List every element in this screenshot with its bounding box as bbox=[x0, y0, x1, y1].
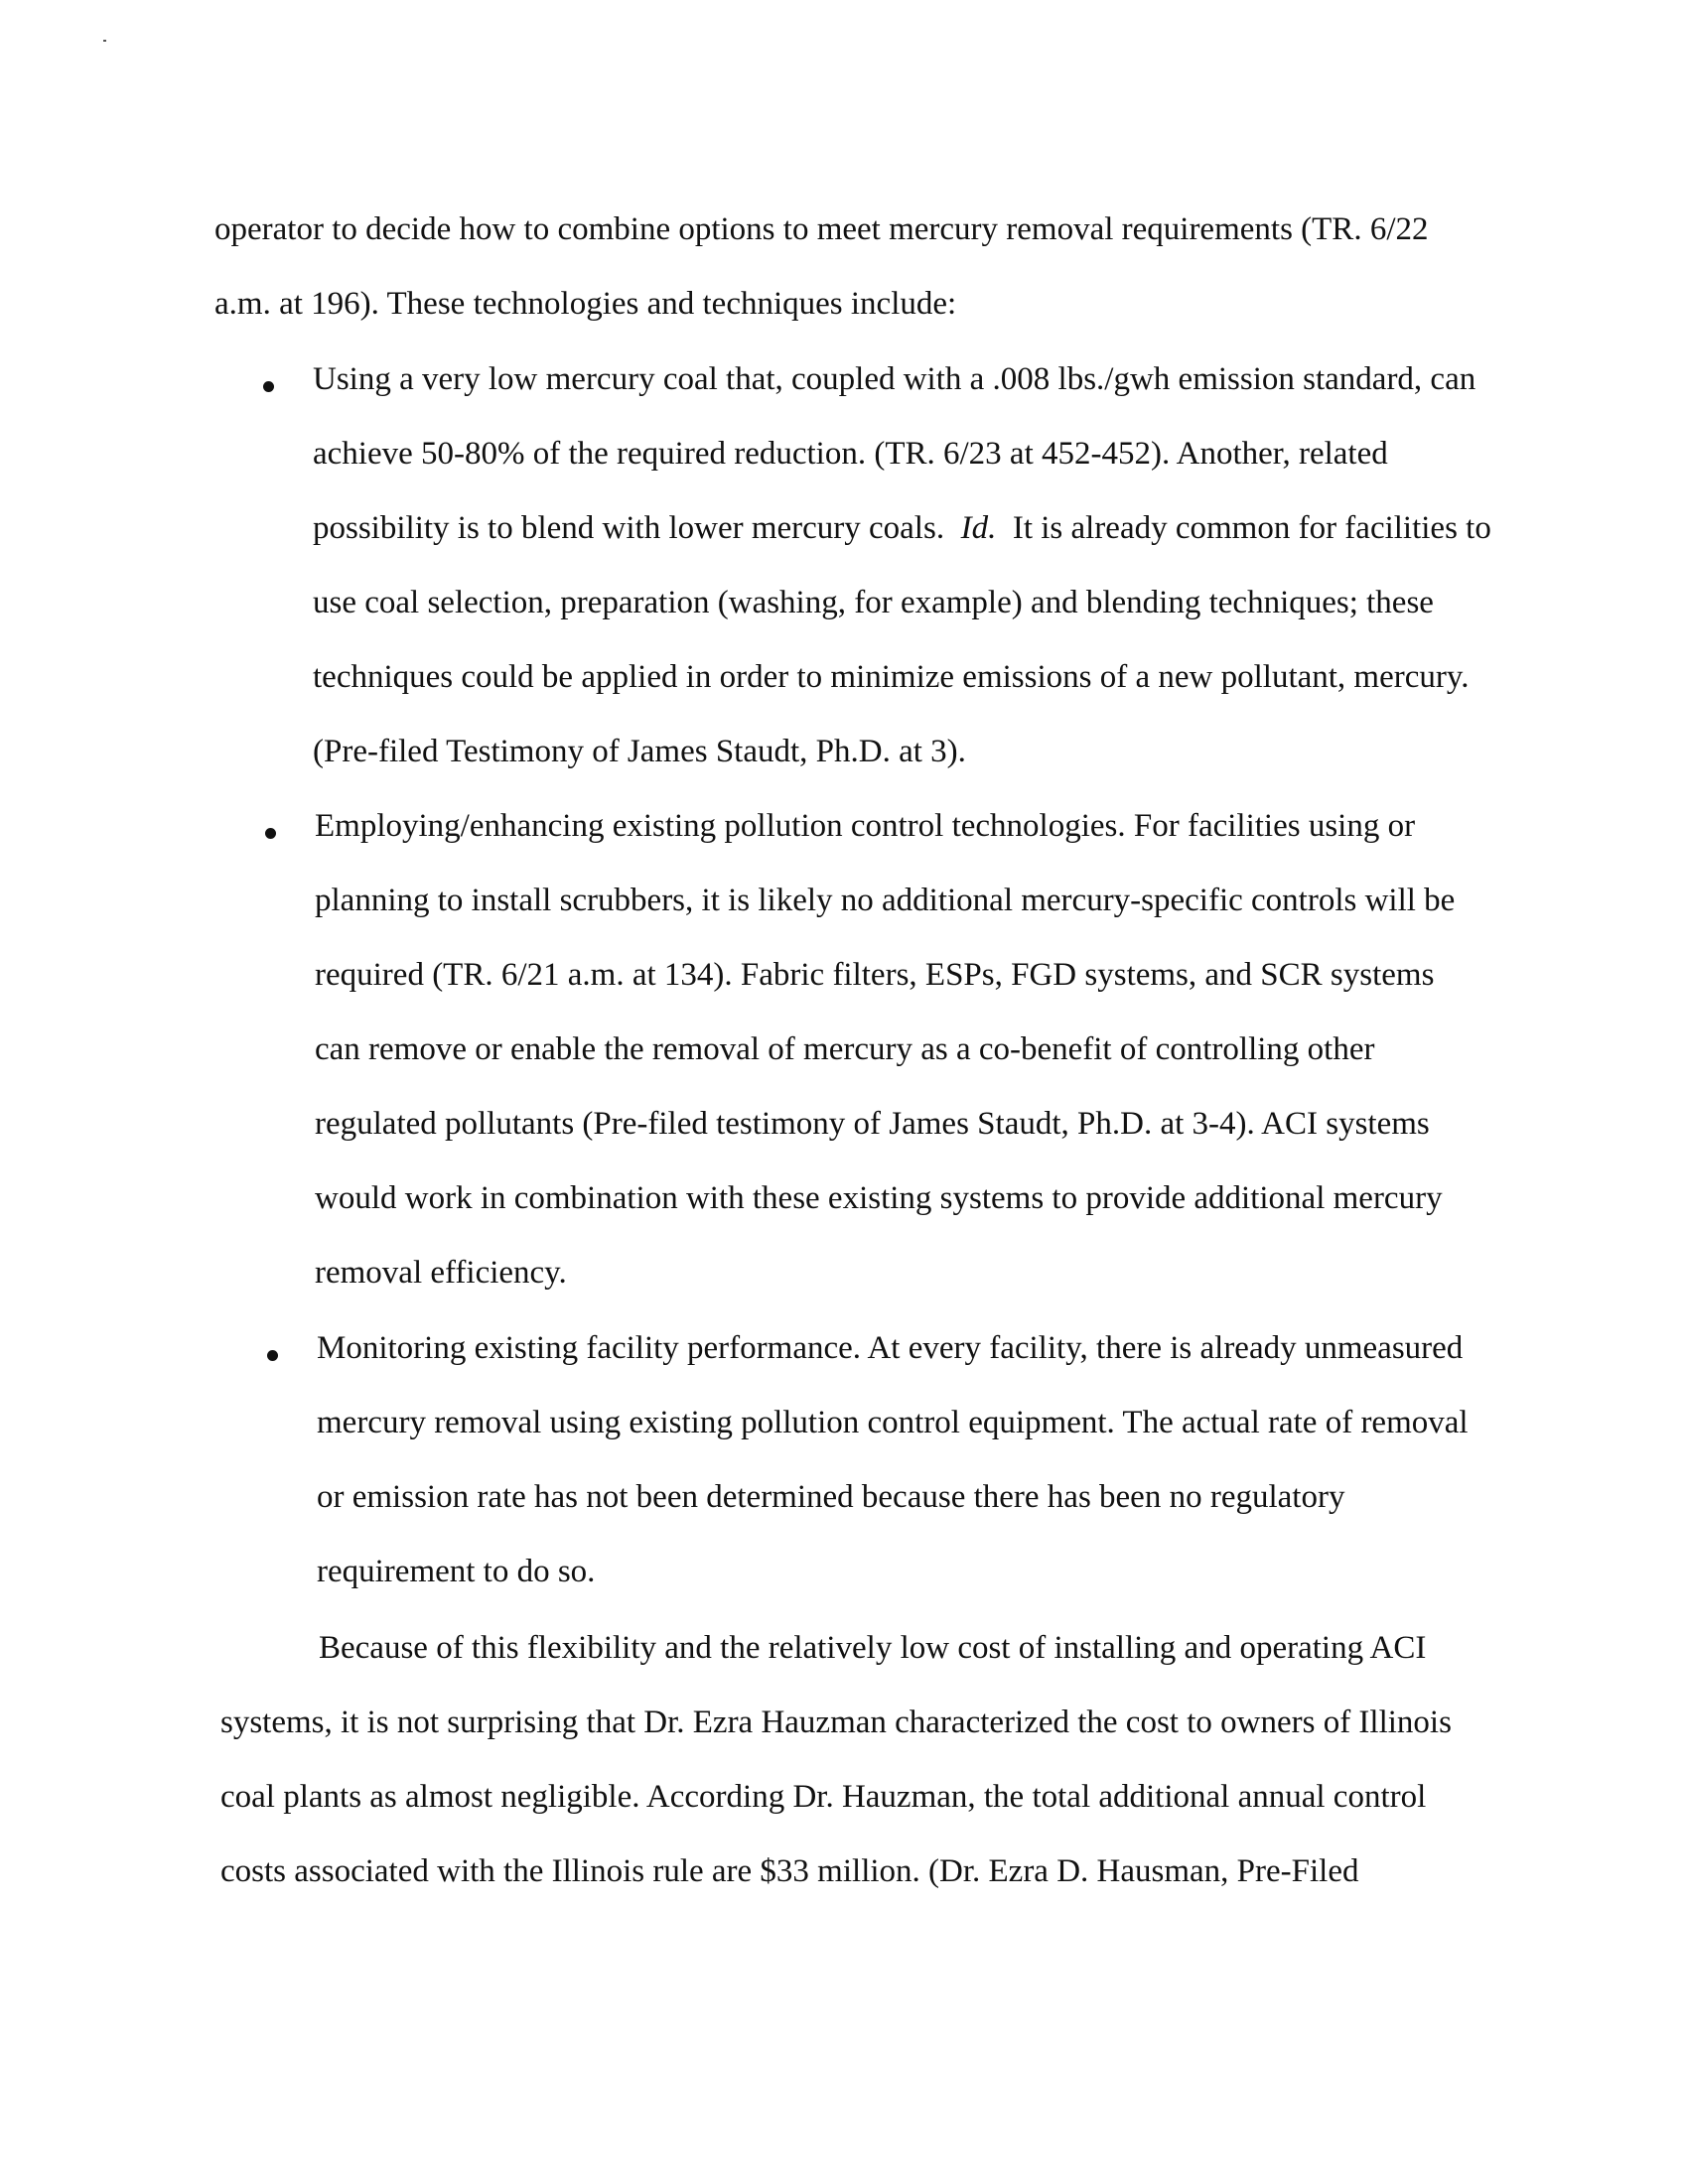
bullet-1-line-3-rest: It is already common for facilities to bbox=[1012, 510, 1491, 546]
bullet-2-line-5: regulated pollutants (Pre-filed testimony of James Staudt, Ph.D. at 3-4). ACI systems bbox=[315, 1106, 1430, 1142]
intro-line-2: a.m. at 196). These technologies and techniques include: bbox=[214, 286, 957, 322]
closing-line-1: Because of this flexibility and the relatively low cost of installing and operating ACI bbox=[319, 1630, 1427, 1666]
closing-line-3: coal plants as almost negligible. According Dr. Hauzman, the total additional annual control bbox=[220, 1779, 1427, 1815]
bullet-2-line-1: Employing/enhancing existing pollution control technologies. For facilities using or bbox=[315, 808, 1416, 844]
bullet-1-line-1: Using a very low mercury coal that, coupled with a .008 lbs./gwh emission standard, can bbox=[313, 361, 1476, 397]
bullet-2-line-6: would work in combination with these existing systems to provide additional mercury bbox=[315, 1180, 1443, 1216]
bullet-1-line-4: use coal selection, preparation (washing, for example) and blending techniques; these bbox=[313, 585, 1434, 620]
scan-speck bbox=[103, 40, 106, 42]
bullet-dot-1 bbox=[263, 381, 274, 392]
bullet-dot-2 bbox=[265, 828, 276, 839]
closing-line-4: costs associated with the Illinois rule are $33 million. (Dr. Ezra D. Hausman, Pre-Filed bbox=[220, 1853, 1359, 1889]
id-citation: Id. bbox=[960, 510, 997, 546]
bullet-3-line-2: mercury removal using existing pollution control equipment. The actual rate of removal bbox=[317, 1405, 1469, 1440]
bullet-2-line-7: removal efficiency. bbox=[315, 1255, 567, 1291]
bullet-1-line-2: achieve 50-80% of the required reduction. (TR. 6/23 at 452-452). Another, related bbox=[313, 436, 1388, 472]
bullet-3-line-4: requirement to do so. bbox=[317, 1554, 596, 1589]
bullet-2-line-2: planning to install scrubbers, it is likely no additional mercury-specific controls will be bbox=[315, 883, 1456, 918]
closing-line-2: systems, it is not surprising that Dr. Ezra Hauzman characterized the cost to owners of Illinois bbox=[220, 1705, 1452, 1740]
bullet-3-line-1: Monitoring existing facility performance. At every facility, there is already unmeasured bbox=[317, 1330, 1464, 1366]
bullet-2-line-3: required (TR. 6/21 a.m. at 134). Fabric filters, ESPs, FGD systems, and SCR systems bbox=[315, 957, 1435, 993]
bullet-1-line-6: (Pre-filed Testimony of James Staudt, Ph.D. at 3). bbox=[313, 734, 966, 769]
bullet-dot-3 bbox=[267, 1350, 278, 1361]
intro-line-1: operator to decide how to combine options to meet mercury removal requirements (TR. 6/22 bbox=[214, 211, 1429, 247]
bullet-2-line-4: can remove or enable the removal of mercury as a co-benefit of controlling other bbox=[315, 1031, 1375, 1067]
bullet-1-line-3-text: possibility is to blend with lower mercury coals. bbox=[313, 510, 945, 546]
bullet-1-line-3 bbox=[313, 508, 1491, 548]
bullet-3-line-3: or emission rate has not been determined because there has been no regulatory bbox=[317, 1479, 1345, 1515]
bullet-1-line-5: techniques could be applied in order to minimize emissions of a new pollutant, mercury. bbox=[313, 659, 1470, 695]
